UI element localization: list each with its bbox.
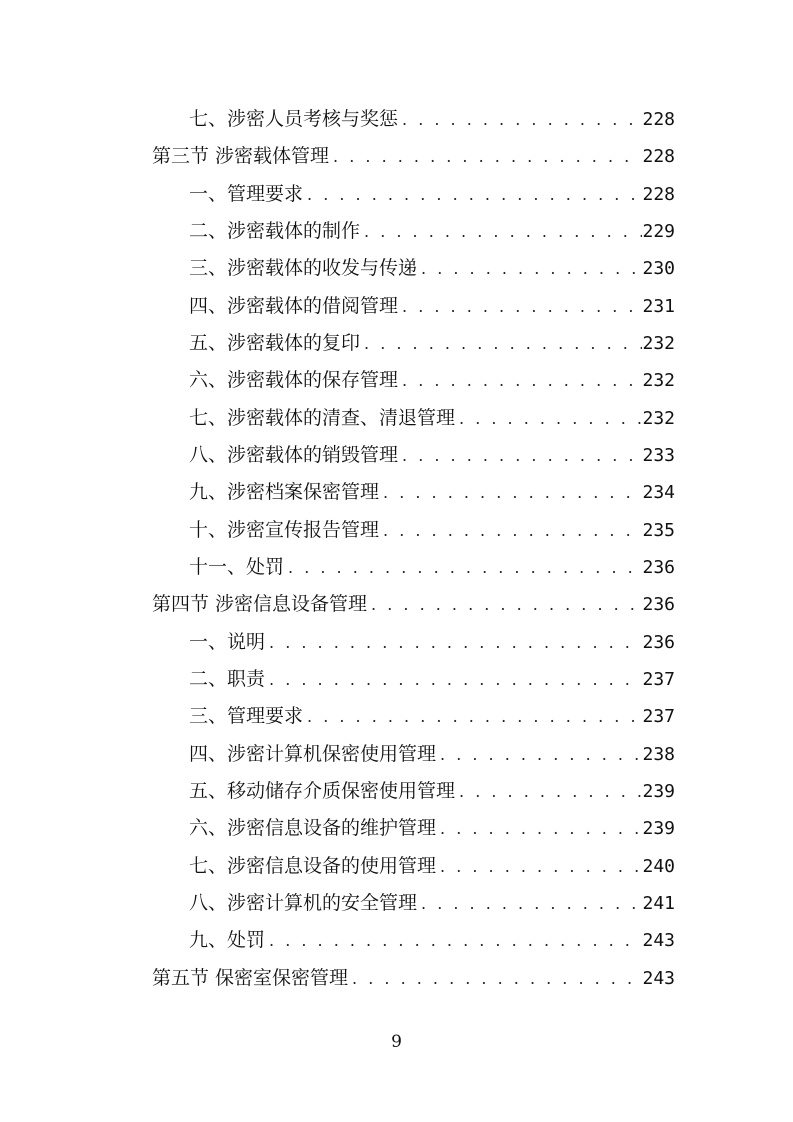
toc-entry-label: 一、说明 <box>189 630 266 653</box>
toc-entry-label: 二、职责 <box>189 667 266 690</box>
toc-entry-label: 二、涉密载体的制作 <box>189 219 361 242</box>
toc-dot-leader <box>455 400 642 437</box>
toc-item-entry[interactable] <box>152 176 675 213</box>
toc-entry-page-number: 233 <box>642 444 675 466</box>
toc-item-entry[interactable] <box>152 922 675 959</box>
toc-entry-page-number: 228 <box>642 109 675 130</box>
toc-entry-page-number: 232 <box>642 332 675 354</box>
toc-dot-leader <box>265 661 642 698</box>
toc-entry-label: 三、管理要求 <box>189 705 304 728</box>
toc-dot-leader <box>379 474 642 511</box>
toc-entry-page-number: 236 <box>642 631 675 653</box>
toc-dot-leader <box>303 698 642 735</box>
toc-dot-leader <box>265 922 642 959</box>
toc-dot-leader <box>398 101 642 138</box>
toc-item-entry[interactable] <box>152 400 675 437</box>
toc-item-entry[interactable] <box>152 661 675 698</box>
toc-section-entry[interactable] <box>152 960 675 997</box>
toc-entry-page-number: 236 <box>642 556 675 578</box>
toc-entry-page-number: 238 <box>642 743 675 765</box>
toc-item-entry[interactable] <box>152 810 675 847</box>
toc-entry-label: 十、涉密宣传报告管理 <box>189 518 380 541</box>
table-of-contents <box>152 101 675 997</box>
toc-dot-leader <box>265 624 642 661</box>
toc-entry-page-number: 237 <box>642 706 675 728</box>
toc-entry-page-number: 237 <box>642 668 675 690</box>
toc-item-entry[interactable] <box>152 325 675 362</box>
toc-entry-label: 第五节 保密室保密管理 <box>152 966 349 989</box>
toc-entry-page-number: 230 <box>642 258 675 280</box>
toc-item-entry[interactable] <box>152 773 675 810</box>
toc-entry-page-number: 236 <box>642 594 675 616</box>
toc-dot-leader <box>284 549 642 586</box>
toc-entry-label: 七、涉密信息设备的使用管理 <box>189 854 437 877</box>
toc-entry-page-number: 231 <box>642 295 675 317</box>
toc-entry-label: 八、涉密计算机的安全管理 <box>189 891 418 914</box>
toc-item-entry[interactable] <box>152 288 675 325</box>
toc-entry-label: 七、涉密人员考核与奖惩 <box>189 108 399 130</box>
toc-entry-label: 十一、处罚 <box>189 555 285 578</box>
toc-entry-page-number: 228 <box>642 146 675 168</box>
toc-entry-label: 三、涉密载体的收发与传递 <box>189 257 418 280</box>
toc-entry-page-number: 239 <box>642 818 675 840</box>
toc-entry-page-number: 229 <box>642 220 675 242</box>
toc-entry-label: 第四节 涉密信息设备管理 <box>152 593 368 616</box>
toc-entry-page-number: 243 <box>642 930 675 952</box>
toc-entry-page-number: 228 <box>642 183 675 205</box>
toc-entry-label: 四、涉密载体的借阅管理 <box>189 294 399 317</box>
toc-dot-leader <box>436 810 642 847</box>
toc-dot-leader <box>360 325 642 362</box>
toc-dot-leader <box>329 138 642 175</box>
toc-entry-page-number: 234 <box>642 482 675 504</box>
toc-entry-page-number: 243 <box>642 967 675 989</box>
toc-item-entry[interactable] <box>152 437 675 474</box>
toc-entry-page-number: 232 <box>642 407 675 429</box>
toc-dot-leader <box>398 288 642 325</box>
toc-item-entry[interactable] <box>152 549 675 586</box>
toc-dot-leader <box>348 960 642 997</box>
toc-entry-label: 四、涉密计算机保密使用管理 <box>189 742 437 765</box>
toc-dot-leader <box>436 848 642 885</box>
toc-item-entry[interactable] <box>152 624 675 661</box>
toc-entry-page-number: 240 <box>642 855 675 877</box>
toc-entry-label: 九、涉密档案保密管理 <box>189 481 380 504</box>
toc-dot-leader <box>303 176 642 213</box>
toc-dot-leader <box>398 362 642 399</box>
toc-entry-label: 第三节 涉密载体管理 <box>152 145 330 168</box>
toc-item-entry[interactable] <box>152 250 675 287</box>
toc-item-entry[interactable] <box>152 362 675 399</box>
toc-section-entry[interactable] <box>152 138 675 175</box>
toc-entry-page-number: 241 <box>642 892 675 914</box>
toc-item-entry[interactable] <box>152 474 675 511</box>
toc-item-entry[interactable] <box>152 736 675 773</box>
toc-dot-leader <box>417 250 642 287</box>
toc-entry-label: 七、涉密载体的清查、清退管理 <box>189 406 456 429</box>
toc-item-entry[interactable] <box>152 848 675 885</box>
toc-entry-label: 六、涉密载体的保存管理 <box>189 369 399 392</box>
toc-entry-label: 一、管理要求 <box>189 182 304 205</box>
toc-entry-label: 六、涉密信息设备的维护管理 <box>189 817 437 840</box>
toc-item-entry[interactable] <box>152 512 675 549</box>
toc-dot-leader <box>360 213 642 250</box>
toc-entry-label: 八、涉密载体的销毁管理 <box>189 443 399 466</box>
toc-dot-leader <box>398 437 642 474</box>
toc-item-entry[interactable] <box>152 698 675 735</box>
toc-entry-page-number: 239 <box>642 780 675 802</box>
toc-dot-leader <box>379 512 642 549</box>
page-number: 9 <box>391 1032 402 1052</box>
toc-entry-label: 五、涉密载体的复印 <box>189 331 361 354</box>
toc-entry-label: 九、处罚 <box>189 929 266 952</box>
toc-item-entry[interactable] <box>152 101 675 138</box>
toc-entry-label: 五、移动储存介质保密使用管理 <box>189 779 456 802</box>
toc-dot-leader <box>417 885 642 922</box>
toc-entry-page-number: 235 <box>642 519 675 541</box>
toc-item-entry[interactable] <box>152 885 675 922</box>
toc-dot-leader <box>367 586 642 623</box>
toc-item-entry[interactable] <box>152 213 675 250</box>
toc-dot-leader <box>436 736 642 773</box>
toc-entry-page-number: 232 <box>642 370 675 392</box>
toc-dot-leader <box>455 773 642 810</box>
toc-section-entry[interactable] <box>152 586 675 623</box>
